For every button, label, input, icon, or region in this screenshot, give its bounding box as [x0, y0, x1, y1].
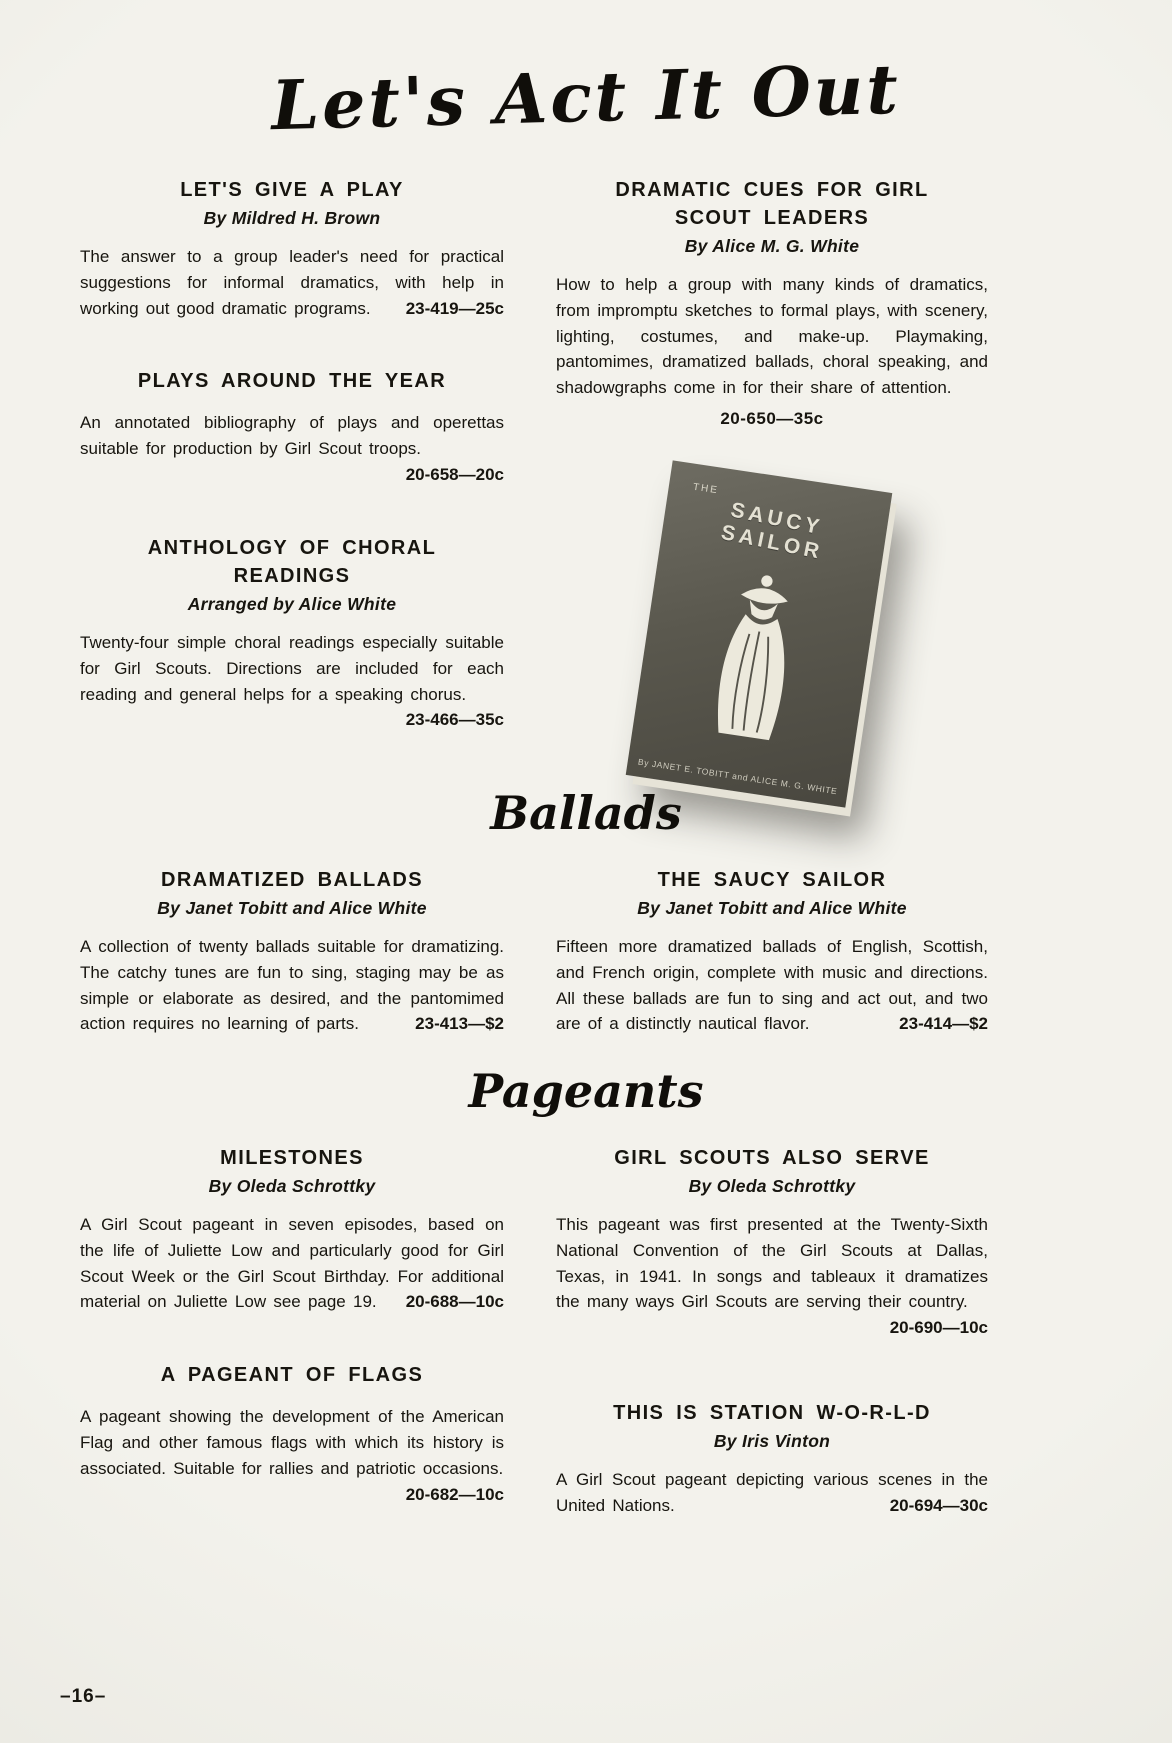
- item-byline: By Oleda Schrottky: [688, 1176, 856, 1196]
- item-price: 20-694—30c: [889, 1495, 988, 1515]
- item-plays-around-the-year: [80, 367, 504, 487]
- ballads-right-column: [556, 866, 988, 1037]
- item-girl-scouts-also-serve: [556, 1144, 988, 1341]
- pageants-left-column: [80, 1144, 504, 1508]
- item-dramatic-cues: [556, 176, 988, 429]
- item-body-text: An annotated bibliography of plays and operettas suitable for production by Girl Scout troops.: [80, 413, 504, 459]
- item-the-saucy-sailor: [556, 866, 988, 1037]
- item-byline: By Alice M. G. White: [684, 236, 860, 256]
- item-price: 23-414—$2: [899, 1014, 988, 1034]
- item-byline: By Janet Tobitt and Alice White: [637, 898, 907, 918]
- item-heading: ANTHOLOGY OF CHORAL READINGS: [147, 536, 437, 587]
- item-price: 20-688—10c: [405, 1292, 504, 1312]
- book-cover-saucy-sailor: [626, 460, 893, 807]
- page-title: Let's Act It Out: [270, 49, 902, 147]
- item-byline: By Mildred H. Brown: [203, 208, 381, 228]
- top-left-column: [80, 176, 504, 733]
- item-description: [556, 1467, 988, 1519]
- item-price: 23-466—35c: [405, 710, 504, 730]
- item-heading: THIS IS STATION W-O-R-L-D: [613, 1402, 931, 1425]
- item-body-text: How to help a group with many kinds of dramatics, from impromptu sketches to formal plays, with scenery, lighting, costumes, and make-up. Playmaking, pantomimes, dramatized ballads, choral speaking, and shadowgraphs come in for their share of attention.: [556, 275, 988, 398]
- book-cover-the: THE: [692, 481, 720, 497]
- item-price: 23-419—25c: [405, 298, 504, 318]
- item-description: [80, 410, 504, 487]
- book-cover-photo: [637, 475, 874, 805]
- item-body-text: Fifteen more dramatized ballads of English, Scottish, and French origin, complete with music and directions. All these ballads are fun to sing and act out, and two are of a distinctly nautical flavor.: [556, 937, 988, 1034]
- item-price: 20-650—35c: [720, 409, 824, 429]
- item-body-text: Twenty-four simple choral readings especially suitable for Girl Scouts. Directions are included for each reading and general helps for a speaking chorus.: [80, 632, 504, 704]
- book-cover-authors: By JANET E. TOBITT and ALICE M. G. WHITE: [637, 756, 839, 797]
- item-a-pageant-of-flags: [80, 1361, 504, 1507]
- pageants-right-column: [556, 1144, 988, 1519]
- item-byline: Arranged by Alice White: [187, 593, 397, 614]
- item-description: [80, 1404, 504, 1507]
- item-description: [80, 630, 504, 733]
- item-description: [80, 244, 504, 321]
- item-price: 20-682—10c: [405, 1484, 504, 1504]
- item-milestones: [80, 1144, 504, 1315]
- item-body-text: A Girl Scout pageant in seven episodes, based on the life of Juliette Low and particularly good for Girl Scout Week or the Girl Scout Birthday. For additional material on Juliette Low see page 19.: [80, 1215, 504, 1312]
- item-heading: PLAYS AROUND THE YEAR: [137, 370, 447, 393]
- item-description: [556, 272, 988, 401]
- item-heading: DRAMATIZED BALLADS: [160, 869, 424, 891]
- item-lets-give-a-play: [80, 176, 504, 321]
- item-byline: By Janet Tobitt and Alice White: [157, 898, 427, 918]
- item-price: 20-690—10c: [889, 1318, 988, 1338]
- item-heading: DRAMATIC CUES FOR GIRL SCOUT LEADERS: [615, 179, 929, 229]
- item-body-text: The answer to a group leader's need for practical suggestions for informal dramatics, with help in working out good dramatic programs.: [80, 247, 504, 318]
- section-heading-pageants: Pageants: [468, 1064, 704, 1118]
- item-price: 23-413—$2: [415, 1014, 504, 1034]
- item-heading: A PAGEANT OF FLAGS: [160, 1364, 424, 1387]
- item-byline: By Oleda Schrottky: [208, 1176, 376, 1196]
- sailor-illustration: [690, 559, 820, 758]
- item-byline: By Iris Vinton: [713, 1431, 831, 1452]
- item-description: [556, 1212, 988, 1341]
- item-body-text: A Girl Scout pageant depicting various scenes in the United Nations.: [556, 1470, 988, 1515]
- ballads-left-column: [80, 866, 504, 1037]
- item-dramatized-ballads: [80, 866, 504, 1037]
- item-body-text: This pageant was first presented at the Twenty-Sixth National Convention of the Girl Scouts at Dallas, Texas, in 1941. In songs and tableaux it dramatizes the many ways Girl Scouts are serving their country.: [556, 1215, 988, 1312]
- book-cover-title: SAUCY SAILOR: [719, 498, 826, 565]
- item-this-is-station-world: [556, 1399, 988, 1519]
- page-number: –16–: [60, 1686, 107, 1707]
- item-heading: GIRL SCOUTS ALSO SERVE: [614, 1147, 930, 1169]
- item-heading: LET'S GIVE A PLAY: [180, 179, 404, 201]
- section-heading-ballads: Ballads: [490, 786, 682, 840]
- item-heading: MILESTONES: [220, 1147, 364, 1169]
- item-description: [556, 934, 988, 1037]
- item-description: [80, 1212, 504, 1315]
- item-price: 20-658—20c: [405, 465, 504, 485]
- top-right-column: [556, 176, 988, 805]
- item-body-text: A collection of twenty ballads suitable for dramatizing. The catchy tunes are fun to sing, staging may be as simple or elaborate as desired, and the pantomimed action requires no learning of parts.: [80, 937, 504, 1034]
- item-body-text: A pageant showing the development of the American Flag and other famous flags with which its history is associated. Suitable for rallies and patriotic occasions.: [80, 1407, 504, 1478]
- item-description: [80, 934, 504, 1037]
- item-heading: THE SAUCY SAILOR: [657, 869, 887, 891]
- item-anthology-of-choral-readings: [80, 534, 504, 733]
